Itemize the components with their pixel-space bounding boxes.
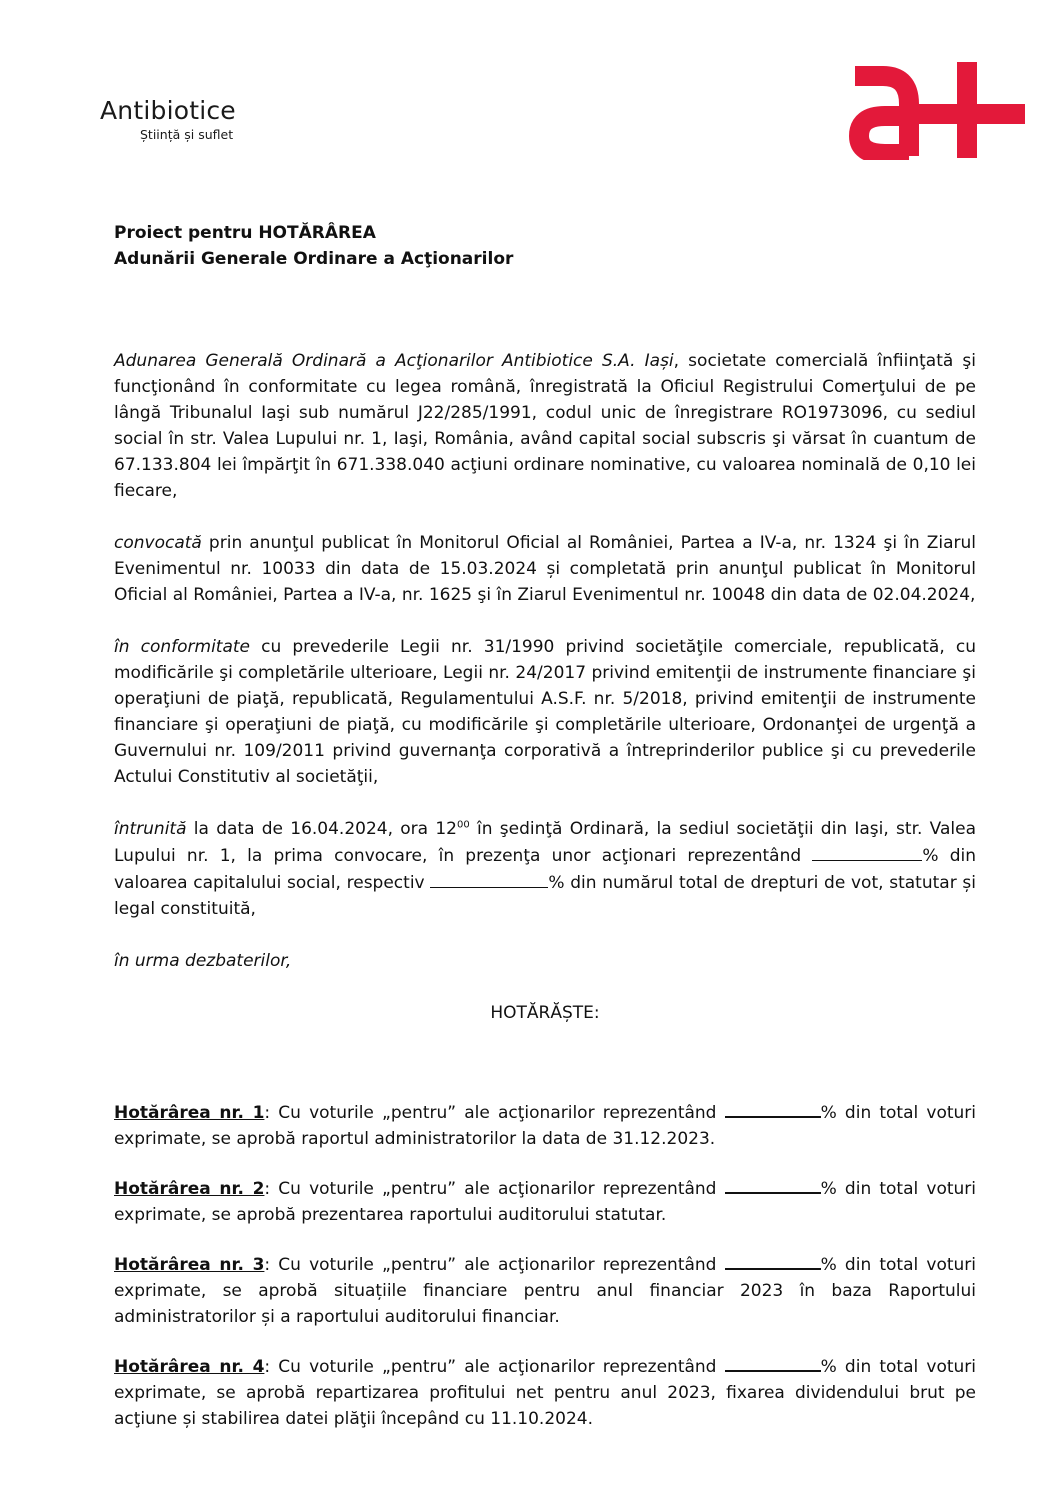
resolution-label: Hotărârea nr. 2 xyxy=(114,1179,265,1199)
meeting-text-c: % din valoarea capitalului social, respectiv xyxy=(114,846,976,893)
paragraph-debate xyxy=(114,948,976,974)
resolution-text-pre: : Cu voturile „pentru” ale acţionarilor reprezentând xyxy=(264,1255,725,1275)
resolution-text-post: % din total voturi exprimate, se aprobă prezentarea raportului auditorului statutar. xyxy=(114,1179,976,1225)
paragraph-meeting xyxy=(114,816,976,922)
resolution-label: Hotărârea nr. 4 xyxy=(114,1357,265,1377)
resolution-label: Hotărârea nr. 3 xyxy=(114,1255,265,1275)
meeting-label: întrunită xyxy=(114,819,187,839)
paragraph-convened xyxy=(114,530,976,608)
resolution-text-pre: : Cu voturile „pentru” ale acţionarilor reprezentând xyxy=(264,1179,725,1199)
paragraph-legal-basis xyxy=(114,634,976,790)
votes-percent-blank[interactable] xyxy=(430,869,548,888)
legal-basis-label: în conformitate xyxy=(114,637,251,657)
resolution-percent-blank[interactable] xyxy=(725,1352,821,1372)
legal-basis-text: cu prevederile Legii nr. 31/1990 privind societăţile comerciale, republicată, cu modificările şi completările ulterioare, Legii nr. 24/2017 privind emitenţii de instrumente financiare şi operaţiuni de piaţă, republicată, Regulamentului A.S.F. nr. 5/2018, privind emitenţii de instrumente financiare şi operaţiuni de piaţă, cu modificările şi completările ulterioare, Ordonanţei de urgenţă a Guvernului nr. 109/2011 privind guvernanţa corporativă a întreprinderilor publice şi cu prevederile Actului Constitutiv al societăţii, xyxy=(114,637,976,787)
resolution-text-pre: : Cu voturile „pentru” ale acţionarilor reprezentând xyxy=(264,1103,725,1123)
a-plus-logo-icon xyxy=(843,58,1025,160)
resolution-text-post: % din total voturi exprimate, se aprobă raportul administratorilor la data de 31.12.2023. xyxy=(114,1103,976,1149)
resolution-text-post: % din total voturi exprimate, se aprobă repartizarea profitului net pentru anul 2023, fixarea dividendului brut pe acţiune și stabilirea datei plăţii începând cu 11.10.2024. xyxy=(114,1357,976,1429)
resolution-text-pre: : Cu voturile „pentru” ale acţionarilor reprezentând xyxy=(264,1357,725,1377)
meeting-time-superscript: 00 xyxy=(456,819,470,831)
document-body xyxy=(114,220,976,1432)
assembly-details: , societate comercială înfiinţată şi funcţionând în conformitate cu legea română, înregistrată la Oficiul Registrului Comerţului de pe lângă Tribunalul Iaşi sub numărul J22/285/1991, codul unic de înregistrare RO1973096, cu sediul social în str. Valea Lupului nr. 1, Iaşi, România, având capital social subscris şi vărsat în cuantum de 67.133.804 lei împărţit în 671.338.040 acţiuni ordinare nominative, cu valoarea nominală de 0,10 lei fiecare, xyxy=(114,351,976,501)
paragraph-assembly xyxy=(114,348,976,504)
resolution-percent-blank[interactable] xyxy=(725,1174,821,1194)
brand-tagline: Știință și suflet xyxy=(140,127,234,142)
resolution-item xyxy=(114,1174,976,1228)
resolutions-list xyxy=(114,1098,976,1432)
antibiotice-logo xyxy=(100,96,236,142)
convened-text: prin anunţul publicat în Monitorul Oficial al României, Partea a IV-a, nr. 1324 şi în Ziarul Evenimentul nr. 10033 din data de 15.03.2024 și completată prin anunţul publicat în Monitorul Oficial al României, Partea a IV-a, nr. 1625 şi în Ziarul Evenimentul nr. 10048 din data de 02.04.2024, xyxy=(114,533,976,605)
capital-percent-blank[interactable] xyxy=(812,842,922,861)
meeting-text-a: la data de 16.04.2024, ora 12 xyxy=(186,819,457,839)
convened-label: convocată xyxy=(114,533,202,553)
resolution-item xyxy=(114,1352,976,1432)
resolution-percent-blank[interactable] xyxy=(725,1250,821,1270)
resolution-label: Hotărârea nr. 1 xyxy=(114,1103,265,1123)
title-line-1: Proiect pentru HOTĂRÂREA xyxy=(114,223,376,243)
brand-name: Antibiotice xyxy=(100,96,236,125)
decides-heading: HOTĂRĂȘTE: xyxy=(490,1003,600,1023)
debate-text: în urma dezbaterilor, xyxy=(114,951,292,971)
resolution-item xyxy=(114,1250,976,1330)
resolution-percent-blank[interactable] xyxy=(725,1098,821,1118)
resolution-item xyxy=(114,1098,976,1152)
title-line-2: Adunării Generale Ordinare a Acţionarilor xyxy=(114,249,514,269)
meeting-text-d: % din numărul total de drepturi de vot, statutar și legal constituită, xyxy=(114,873,976,919)
document-title xyxy=(114,220,976,272)
assembly-name: Adunarea Generală Ordinară a Acţionarilor Antibiotice S.A. Iași xyxy=(114,351,674,371)
meeting-text-b: în şedinţă Ordinară, la sediul societăţii din Iaşi, str. Valea Lupului nr. 1, la prima convocare, în prezenţa unor acţionari reprezentând xyxy=(114,819,976,866)
resolution-text-post: % din total voturi exprimate, se aprobă situațiile financiare pentru anul financiar 2023 în baza Raportului administratorilor și a raportului auditorului financiar. xyxy=(114,1255,976,1327)
